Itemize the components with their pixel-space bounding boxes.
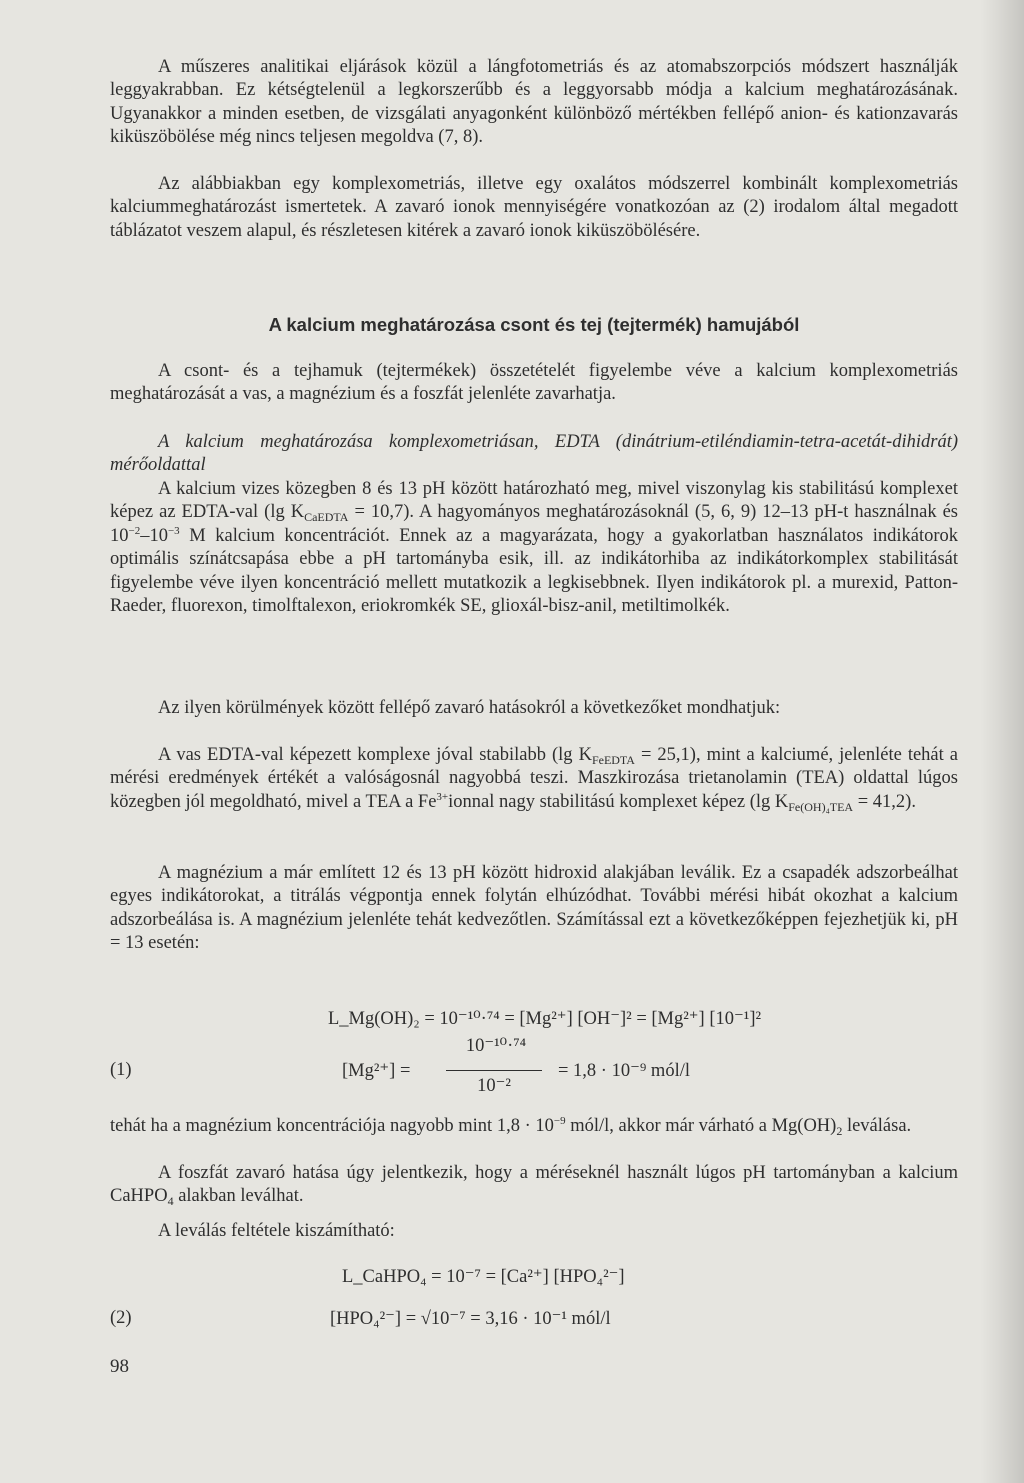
subscript: FeEDTA [591,753,635,767]
paragraph-calcium-ph [110,478,958,618]
fraction-numerator: 10⁻¹⁰·⁷⁴ [465,1036,527,1056]
equation-cahpo4-solubility: L_CaHPO₄ = 10⁻⁷ = [Ca²⁺] [HPO₄²⁻] [342,1267,625,1287]
paragraph-precipitation-condition: A leválás feltétele kiszámítható: [158,1221,395,1241]
paragraph-interferences: A csont- és a tejhamuk (tejtermékek) összetételét figyelembe véve a kalcium komplexometriás meghatározását a vas, a magnézium és a foszfát jelenléte zavarhatja. [110,361,958,405]
intro-paragraph-1: A műszeres analitikai eljárások közül a lángfotometriás és az atomabszorpciós módszert használják leggyakrabban. Ez kétségtelenül a legkorszerűbb és a leggyorsabb módja a kalcium meghatározásának. Ugyanakkor a minden esetben, de vizsgálati anyagonként különböző mértékben fellépő anion- és kationzavarás kiküszöbölése még nincs teljesen megoldva (7, 8). [110,57,958,148]
page-number: 98 [110,1356,129,1377]
text-fragment: mól/l, akkor már várható a Mg(OH) [565,1116,837,1136]
text-fragment: = 10,7). A hagyományos meghatározásoknál (5, 6, 9) 12–13 pH-t használnak és 10 [110,502,958,546]
equation-mg-result: = 1,8 · 10⁻⁹ mól/l [558,1061,690,1081]
subscript: Fe(OH)₄TEA [788,799,854,814]
paragraph-phosphate [110,1162,958,1209]
fraction-bar [446,1070,542,1071]
superscript: −9 [553,1115,566,1127]
text-fragment: leválása. [842,1116,912,1136]
text-fragment: tehát ha a magnézium koncentrációja nagyobb mint 1,8 · 10 [110,1116,554,1136]
text-fragment: ionnal nagy stabilitású komplexet képez (lg K [448,791,789,812]
page-edge-shadow [980,0,1024,1483]
text-fragment: alakban leválhat. [173,1186,304,1207]
equation-number-2: (2) [110,1308,132,1328]
superscript: −2 [128,524,141,537]
equation-mg-lhs: [Mg²⁺] = [342,1061,411,1081]
paragraph-magnesium: A magnézium a már említett 12 és 13 pH között hidroxid alakjában leválik. Ez a csapadék adszorbeálhat egyes indikátorokat, a titrálás végpontja ennek folytán elhúzódhat. További mérési hibát okozhat a kalcium adszorbeálása is. A magnézium jelenléte tehát kedvezőtlen. Számítással ezt a következőképpen fejezhetjük ki, pH = 13 esetén: [110,863,958,954]
document-page [110,0,958,1483]
text-fragment: A vas EDTA-val képezett komplexe jóval stabilabb (lg K [158,745,592,765]
equation-mg-solubility: L_Mg(OH)₂ = 10⁻¹⁰·⁷⁴ = [Mg²⁺] [OH⁻]² = [Mg²⁺] [10⁻¹]² [328,1009,762,1029]
text-fragment: A kalcium vizes közegben 8 és 13 pH között határozható meg, mivel viszonylag kis stabilitású komplexet képez az EDTA-val (lg K [110,479,958,523]
paragraph-iron [110,744,958,814]
method-subtitle: A kalcium meghatározása komplexometriásan, EDTA (dinátrium-etiléndiamin-tetra-acetát-dihidrát) mérőoldattal [110,432,958,476]
subscript: 2 [836,1124,843,1138]
text-fragment: = 41,2). [853,791,916,812]
paragraph-conditions: Az ilyen körülmények között fellépő zavaró hatásokról a következőket mondhatjuk: [158,698,781,718]
text-fragment: M kalcium koncentrációt. Ennek az a magyarázata, hogy a gyakorlatban használatos indikátorok optimális színátcsapása ebbe a pH tartományba esik, ill. az indikátorhiba az indikátorkomplex stabilitását figyelembe véve ilyen koncentráció mellett mutatkozik a legkisebbnek. Ilyen indikátorok pl. a murexid, Patton-Raeder, fluorexon, timolftalexon, eriokromkék SE, glioxál-bisz-anil, metiltimolkék. [110,525,958,617]
equation-hpo4-result: [HPO₄²⁻] = √10⁻⁷ = 3,16 · 10⁻¹ mól/l [330,1309,611,1329]
text-fragment: –10 [140,525,168,546]
superscript: −3 [167,524,180,537]
text-fragment: A foszfát zavaró hatása úgy jelentkezik, hogy a méréseknél használt lúgos pH tartományban a kalcium CaHPO [110,1163,958,1207]
intro-paragraph-2: Az alábbiakban egy komplexometriás, illetve egy oxalátos módszerrel kombinált komplexometriás kalciummeghatározást ismertetek. A zavaró ionok mennyiségére vonatkozóan az (2) irodalom által megadott táblázatot veszem alapul, és részletesen kitérek a zavaró ionok kiküszöbölésére. [110,174,958,241]
superscript: 3+ [436,790,449,803]
fraction-denominator: 10⁻² [477,1076,511,1096]
paragraph-mg-conclusion [110,1115,958,1138]
subscript: 4 [167,1194,174,1209]
equation-number-1: (1) [110,1060,132,1080]
subscript: CaEDTA [304,510,349,525]
text-fragment: = 25,1), mint a kalciumé, jelenléte tehát a mérési eredmények értékét a valóságosnál nagyobbá teszi. Maszkirozása trietanolamin (TEA) oldattal lúgos közegben jól megoldható, mivel a TEA a Fe [110,745,958,812]
section-heading: A kalcium meghatározása csont és tej (tejtermék) hamujából [268,314,800,335]
